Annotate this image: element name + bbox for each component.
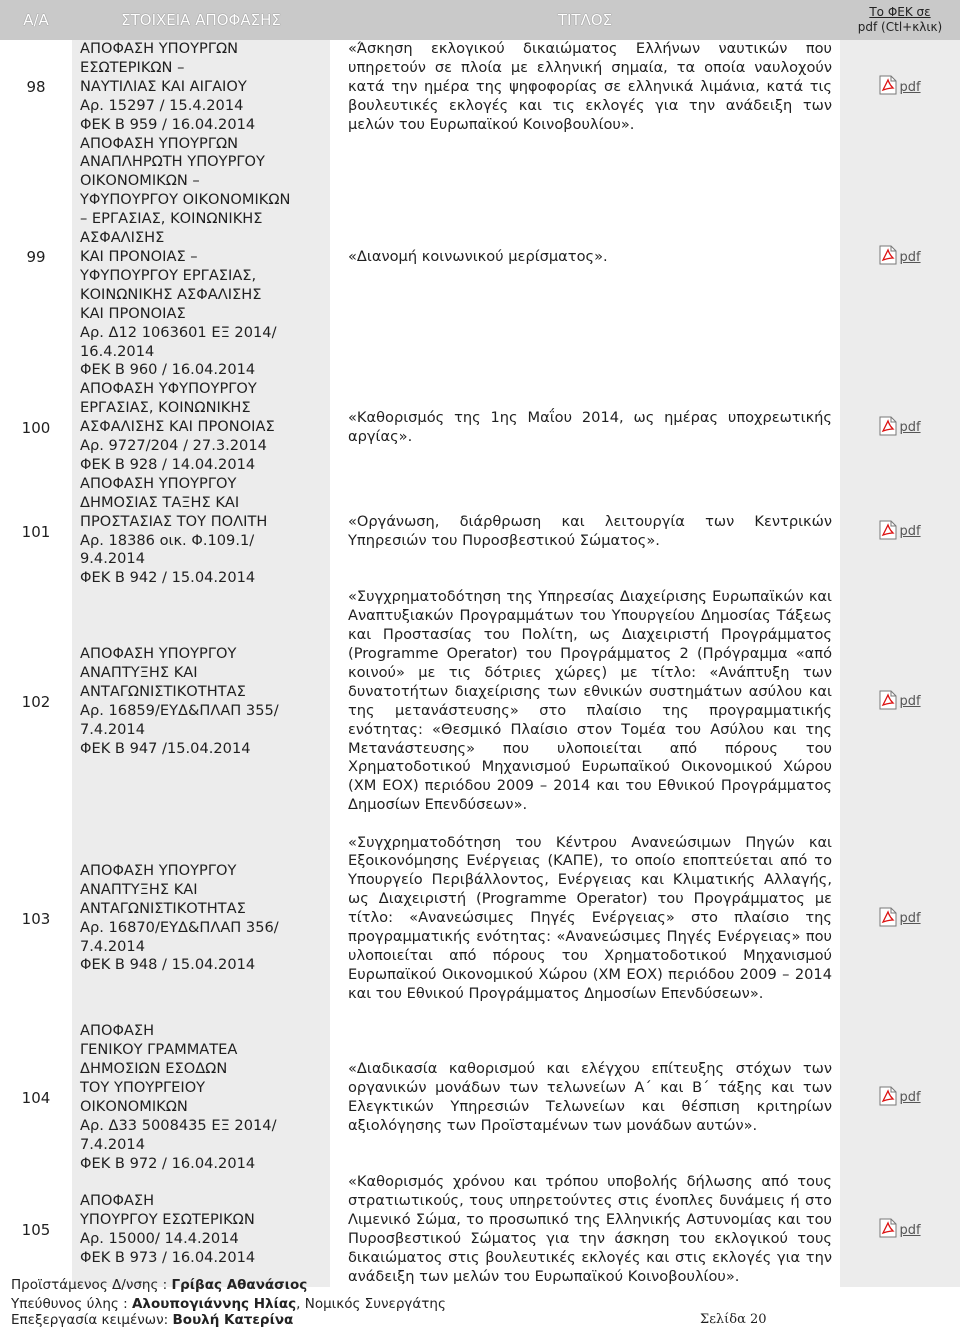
footer-label-1: Προϊστάμενος Δ/νσης : bbox=[11, 1277, 172, 1293]
decision-details bbox=[72, 1022, 330, 1173]
pdf-link[interactable] bbox=[879, 75, 920, 99]
decision-line: ΝΑΥΤΙΛΙΑΣ ΚΑΙ ΑΙΓΑΙΟΥ bbox=[80, 77, 247, 95]
header-decision: ΣΤΟΙΧΕΙΑ ΑΠΟΦΑΣΗΣ bbox=[121, 11, 281, 29]
table-row bbox=[0, 1022, 960, 1173]
decision-line: ΦΕΚ Β 972 / 16.04.2014 bbox=[80, 1154, 256, 1172]
table-header bbox=[0, 0, 960, 40]
decision-details bbox=[72, 1173, 330, 1286]
row-number: 105 bbox=[0, 1173, 72, 1286]
decision-line: Αρ. 16859/ΕΥΔ&ΠΛΑΠ 355/ bbox=[80, 701, 279, 719]
decision-title: «Καθορισμός της 1ης Μαΐου 2014, ως ημέρας υποχρεωτικής αργίας». bbox=[330, 380, 840, 475]
decision-line: ΦΕΚ Β 928 / 14.04.2014 bbox=[80, 455, 256, 473]
decision-line: 7.4.2014 bbox=[80, 937, 145, 955]
decision-line: ΑΠΟΦΑΣΗ ΥΠΟΥΡΓΟΥ bbox=[80, 861, 237, 879]
decision-line: ΑΠΟΦΑΣΗ ΥΦΥΠΟΥΡΓΟΥ bbox=[80, 380, 257, 398]
pdf-cell bbox=[840, 1173, 960, 1286]
decision-line: ΦΕΚ Β 942 / 15.04.2014 bbox=[80, 569, 256, 587]
decision-line: Αρ. Δ33 5008435 ΕΞ 2014/ bbox=[80, 1116, 277, 1134]
decision-line: ΦΕΚ Β 960 / 16.04.2014 bbox=[80, 361, 256, 379]
decision-line: ΤΟΥ ΥΠΟΥΡΓΕΙΟΥ bbox=[80, 1078, 206, 1096]
decision-details bbox=[72, 380, 330, 475]
decision-line: Αρ. 9727/204 / 27.3.2014 bbox=[80, 437, 267, 455]
pdf-cell bbox=[840, 588, 960, 815]
decision-line: ΥΦΥΠΟΥΡΓΟΥ ΕΡΓΑΣΙΑΣ, bbox=[80, 266, 257, 284]
header-num: Α/Α bbox=[23, 11, 49, 29]
pdf-link[interactable] bbox=[879, 907, 920, 931]
decision-line: ΚΑΙ ΠΡΟΝΟΙΑΣ – bbox=[80, 247, 198, 265]
footer-line-1 bbox=[11, 1277, 307, 1293]
decision-details bbox=[72, 475, 330, 588]
pdf-file-icon bbox=[879, 907, 897, 931]
decision-line: 7.4.2014 bbox=[80, 1135, 145, 1153]
decision-line: Αρ. 15000/ 14.4.2014 bbox=[80, 1230, 239, 1248]
pdf-cell bbox=[840, 815, 960, 1022]
footer-line-3 bbox=[11, 1312, 293, 1328]
decision-line: ΑΠΟΦΑΣΗ bbox=[80, 1192, 155, 1210]
decision-line: ΑΣΦΑΛΙΣΗΣ ΚΑΙ ΠΡΟΝΟΙΑΣ bbox=[80, 418, 275, 436]
decision-line: ΟΙΚΟΝΟΜΙΚΩΝ – bbox=[80, 172, 200, 190]
table-row bbox=[0, 40, 960, 135]
decision-line: ΔΗΜΟΣΙΑΣ ΤΑΞΗΣ ΚΑΙ bbox=[80, 493, 240, 511]
decision-details bbox=[72, 588, 330, 815]
pdf-link-label: pdf bbox=[899, 1090, 921, 1106]
decision-line: ΑΣΦΑΛΙΣΗΣ bbox=[80, 229, 165, 247]
decision-line: ΚΑΙ ΠΡΟΝΟΙΑΣ bbox=[80, 304, 186, 322]
decision-title: «Καθορισμός χρόνου και τρόπου υποβολής δήλωσης από τους στρατιωτικούς, τους υπηρετούντες στις ένοπλες δυνάμεις ή στο Λιμενικό Σώμα, το προσωπικό της Ελληνικής Αστυνομίας και του Πυροσβεστικού Σώματος για την άσκηση του εκλογικού τους δικαιώματος στις βουλευτικές εκλογές και στις εκλογές για την ανάδειξη των μελών του Ευρωπαϊκού Κοινοβουλίου». bbox=[330, 1173, 840, 1286]
footer-label-3: Επεξεργασία κειμένων: bbox=[11, 1312, 173, 1328]
decision-line: 16.4.2014 bbox=[80, 342, 155, 360]
pdf-link-label: pdf bbox=[899, 79, 921, 95]
pdf-link[interactable] bbox=[879, 690, 920, 714]
pdf-file-icon bbox=[879, 690, 897, 714]
table-row bbox=[0, 815, 960, 1022]
table-row bbox=[0, 135, 960, 381]
pdf-file-icon bbox=[879, 1086, 897, 1110]
decision-line: ΑΝΤΑΓΩΝΙΣΤΙΚΟΤΗΤΑΣ bbox=[80, 682, 246, 700]
header-pdf bbox=[840, 0, 960, 40]
decision-line: ΑΠΟΦΑΣΗ ΥΠΟΥΡΓΩΝ bbox=[80, 134, 239, 152]
decision-line: ΑΝΑΠΤΥΞΗΣ ΚΑΙ bbox=[80, 880, 198, 898]
page-number: Σελίδα 20 bbox=[700, 1312, 767, 1327]
table-row bbox=[0, 588, 960, 815]
decision-line: ΑΠΟΦΑΣΗ ΥΠΟΥΡΓΟΥ bbox=[80, 645, 237, 662]
decision-title: «Διαδικασία καθορισμού και ελέγχου επίτευξης στόχων των οργανικών μονάδων των τελωνείων Α΄ και Β΄ τάξης και των Ελεγκτικών Υπηρεσιών Τελωνείων και θέσπιση κριτηρίων αξιολόγησης των Προϊσταμένων των μονάδων αυτών». bbox=[330, 1022, 840, 1173]
pdf-link-label: pdf bbox=[899, 694, 921, 710]
decision-line: ΔΗΜΟΣΙΩΝ ΕΣΟΔΩΝ bbox=[80, 1059, 228, 1077]
decision-line: ΕΣΩΤΕΡΙΚΩΝ – bbox=[80, 58, 185, 76]
footer-name-2: Αλουπογιάννης Ηλίας bbox=[131, 1296, 297, 1312]
footer-name-3: Βουλή Κατερίνα bbox=[172, 1312, 294, 1328]
decision-line: Αρ. 16870/ΕΥΔ&ΠΛΑΠ 356/ bbox=[80, 918, 279, 936]
pdf-file-icon bbox=[879, 75, 897, 99]
decision-details bbox=[72, 135, 330, 381]
pdf-cell bbox=[840, 380, 960, 475]
decision-line: ΠΡΟΣΤΑΣΙΑΣ ΤΟΥ ΠΟΛΙΤΗ bbox=[80, 512, 268, 530]
decision-line: ΦΕΚ Β 947 /15.04.2014 bbox=[80, 739, 251, 757]
header-pdf-line1: Το ΦΕΚ σε bbox=[869, 5, 931, 19]
table-row bbox=[0, 1173, 960, 1286]
decisions-table bbox=[0, 40, 960, 1287]
pdf-link[interactable] bbox=[879, 520, 920, 544]
pdf-link-label: pdf bbox=[899, 524, 921, 540]
decision-line: 9.4.2014 bbox=[80, 550, 145, 568]
pdf-link-label: pdf bbox=[899, 1222, 921, 1238]
decision-title: «Διανομή κοινωνικού μερίσματος». bbox=[330, 135, 840, 381]
row-number: 98 bbox=[0, 40, 72, 135]
pdf-file-icon bbox=[879, 520, 897, 544]
table-row bbox=[0, 380, 960, 475]
decision-line: ΚΟΙΝΩΝΙΚΗΣ ΑΣΦΑΛΙΣΗΣ bbox=[80, 285, 262, 303]
decision-line: 7.4.2014 bbox=[80, 720, 145, 738]
decision-line: ΟΙΚΟΝΟΜΙΚΩΝ bbox=[80, 1097, 188, 1115]
footer-label-2: Υπεύθυνος ύλης : bbox=[11, 1296, 132, 1312]
row-number: 100 bbox=[0, 380, 72, 475]
pdf-cell bbox=[840, 1022, 960, 1173]
decision-line: ΑΝΑΠΛΗΡΩΤΗ ΥΠΟΥΡΓΟΥ bbox=[80, 153, 265, 171]
pdf-link[interactable] bbox=[879, 245, 920, 269]
pdf-link-label: pdf bbox=[899, 911, 921, 927]
header-pdf-line2: pdf (Ctl+κλικ) bbox=[857, 20, 943, 34]
footer-name-1: Γρίβας Αθανάσιος bbox=[171, 1277, 308, 1293]
decision-line: Αρ. 15297 / 15.4.2014 bbox=[80, 96, 244, 114]
decision-line: ΑΠΟΦΑΣΗ bbox=[80, 1022, 155, 1040]
decision-line: ΦΕΚ Β 959 / 16.04.2014 bbox=[80, 115, 256, 133]
pdf-link[interactable] bbox=[879, 1086, 920, 1110]
decision-line: ΥΦΥΠΟΥΡΓΟΥ ΟΙΚΟΝΟΜΙΚΩΝ bbox=[80, 191, 291, 209]
decision-line: – ΕΡΓΑΣΙΑΣ, ΚΟΙΝΩΝΙΚΗΣ bbox=[80, 210, 263, 228]
row-number: 103 bbox=[0, 815, 72, 1022]
row-number: 101 bbox=[0, 475, 72, 588]
row-number: 99 bbox=[0, 135, 72, 381]
pdf-link[interactable] bbox=[879, 416, 920, 440]
pdf-file-icon bbox=[879, 245, 897, 269]
pdf-cell bbox=[840, 475, 960, 588]
decision-details bbox=[72, 815, 330, 1022]
row-number: 104 bbox=[0, 1022, 72, 1173]
decision-line: Αρ. 18386 οικ. Φ.109.1/ bbox=[80, 531, 255, 549]
decision-details bbox=[72, 40, 330, 135]
pdf-cell bbox=[840, 40, 960, 135]
decision-line: ΑΝΤΑΓΩΝΙΣΤΙΚΟΤΗΤΑΣ bbox=[80, 899, 246, 917]
pdf-file-icon bbox=[879, 416, 897, 440]
decision-line: Αρ. Δ12 1063601 ΕΞ 2014/ bbox=[80, 323, 277, 341]
row-number: 102 bbox=[0, 588, 72, 815]
footer-suffix-2: , Νομικός Συνεργάτης bbox=[296, 1296, 446, 1312]
pdf-link-label: pdf bbox=[899, 420, 921, 436]
decision-line: ΑΠΟΦΑΣΗ ΥΠΟΥΡΓΟΥ bbox=[80, 474, 237, 492]
decision-title: «Συγχρηματοδότηση του Κέντρου Ανανεώσιμων Πηγών και Εξοικονόμησης Ενέργειας (ΚΑΠΕ), το οποίο εποπτεύεται από το Υπουργείο Περιβάλλοντος, Ενέργειας και Κλιματικής Αλλαγής, ως Διαχειριστή (Programme Operator) του Προγράμματος με τίτλο: «Ανανεώσιμες Πηγές Ενέργειας» στο πλαίσιο της προγραμματικής ενότητας: «Ανανεώσιμες Πηγές Ενέργειας» που υλοποιείται από πόρους του Χρηματοδοτικού Μηχανισμού Ευρωπαϊκού Οικονομικού Χώρου (ΧΜ ΕΟΧ) περιόδου 2009 – 2014 και του Εθνικού Προγράμματος Δημοσίων Επενδύσεων». bbox=[330, 815, 840, 1022]
decision-line: ΓΕΝΙΚΟΥ ΓΡΑΜΜΑΤΕΑ bbox=[80, 1041, 238, 1059]
header-title: ΤΙΤΛΟΣ bbox=[557, 11, 613, 29]
pdf-cell bbox=[840, 135, 960, 381]
decision-line: ΑΝΑΠΤΥΞΗΣ ΚΑΙ bbox=[80, 663, 198, 681]
decision-title: «Οργάνωση, διάρθρωση και λειτουργία των Κεντρικών Υπηρεσιών του Πυροσβεστικού Σώματος». bbox=[330, 475, 840, 588]
footer-line-2 bbox=[11, 1296, 446, 1312]
table-row bbox=[0, 475, 960, 588]
decision-title: «Άσκηση εκλογικού δικαιώματος Ελλήνων ναυτικών που υπηρετούν σε πλοία με ελληνική σημαία, τα οποία ναυλοχούν κατά την ημέρα της ψηφοφορίας σε ελληνικά λιμάνια, κατά τις βουλευτικές εκλογές και τις εκλογές για την ανάδειξη των μελών του Ευρωπαϊκού Κοινοβουλίου». bbox=[330, 40, 840, 135]
decision-title: «Συγχρηματοδότηση της Υπηρεσίας Διαχείρισης Ευρωπαϊκών και Αναπτυξιακών Προγραμμάτων του Υπουργείου Δημοσίας Τάξεως και Προστασίας του Πολίτη, ως Διαχειριστή Προγράμματος (Programme Operator) του Προγράμματος 2 (Πρόγραμμα «από κοινού» με τις δότριες χώρες) με τίτλο: «Ανάπτυξη των δυνατοτήτων διαχείρισης των εθνικών συστημάτων ασύλου και της μετανάστευσης» στο πλαίσιο της προγραμματικής ενότητας: «Θεσμικό Πλαίσιο στον Τομέα του Ασύλου και της Μετανάστευσης» που υλοποιείται από πόρους του Χρηματοδοτικού Μηχανισμού Ευρωπαϊκού Οικονομικού Χώρου (ΧΜ ΕΟΧ) περιόδου 2009 – 2014 και του Εθνικού Προγράμματος Δημοσίων Επενδύσεων». bbox=[330, 588, 840, 815]
decision-line: ΦΕΚ Β 948 / 15.04.2014 bbox=[80, 956, 256, 974]
pdf-link[interactable] bbox=[879, 1218, 920, 1242]
decision-line: ΕΡΓΑΣΙΑΣ, ΚΟΙΝΩΝΙΚΗΣ bbox=[80, 399, 251, 417]
decision-line: ΦΕΚ Β 973 / 16.04.2014 bbox=[80, 1249, 256, 1267]
decision-line: ΑΠΟΦΑΣΗ ΥΠΟΥΡΓΩΝ bbox=[80, 40, 239, 57]
decision-line: ΥΠΟΥΡΓΟΥ ΕΣΩΤΕΡΙΚΩΝ bbox=[80, 1211, 255, 1229]
pdf-file-icon bbox=[879, 1218, 897, 1242]
pdf-link-label: pdf bbox=[899, 249, 921, 265]
